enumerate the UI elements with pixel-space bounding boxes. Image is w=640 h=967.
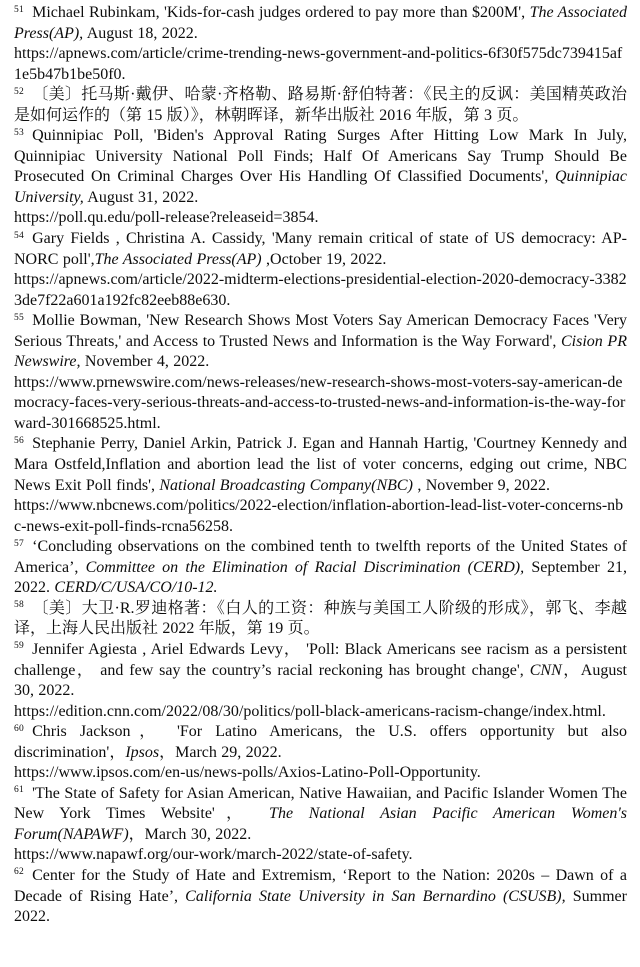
footnote-source-name: CERD/C/USA/CO/10-12.	[54, 579, 218, 597]
footnote-url: https://www.prnewswire.com/news-releases/new-research-shows-most-voters-say-american-democracy-faces-very-serious-threats-and-access-to-trusted-news-and-information-is-the-way-forward-301668525.html.	[14, 373, 626, 432]
footnote-54	[14, 229, 627, 311]
footnote-number: 51	[14, 4, 25, 15]
footnote-62	[14, 866, 627, 928]
footnote-text: Gary Fields , Christina A. Cassidy, 'Many remain critical of state of US democracy: AP-NORC poll',	[14, 230, 627, 268]
footnote-text: September 21, 2022.	[14, 558, 627, 597]
footnote-source-name: The Associated Press(AP)	[94, 250, 262, 268]
footnote-source-name: Committee on the Elimination of Racial Discrimination (CERD),	[85, 558, 525, 576]
footnote-source-name: Quinnipiac University,	[14, 168, 627, 206]
footnote-number: 53	[14, 127, 25, 138]
footnote-number: 54	[14, 230, 25, 241]
footnote-text: Jennifer Agiesta , Ariel Edwards Levy， 'Poll: Black Americans see racism as a persistent challenge， and few say the country’s racial reckoning has brought change',	[14, 640, 627, 679]
footnote-text: ,October 19, 2022.	[261, 250, 387, 268]
footnote-text: ‘Concluding observations on the combined tenth to twelfth reports of the United States of America’,	[14, 538, 627, 576]
footnote-url: https://edition.cnn.com/2022/08/30/politics/poll-black-americans-racism-change/index.html.	[14, 702, 606, 720]
footnote-url: https://www.nbcnews.com/politics/2022-election/inflation-abortion-lead-list-voter-concerns-nbc-news-exit-poll-finds-rcna56258.	[14, 497, 624, 535]
footnote-url: https://apnews.com/article/crime-trending-news-government-and-politics-6f30f575dc739415af1e5b47b1be50f0.	[14, 45, 623, 83]
footnote-number: 62	[14, 867, 25, 878]
footnote-text: Stephanie Perry, Daniel Arkin, Patrick J. Egan and Hannah Hartig, 'Courtney Kennedy and Mara Ostfeld,Inflation and abortion lead the list of voter concerns, edging out crime, NBC News Exit Poll finds',	[14, 435, 627, 494]
footnote-56	[14, 434, 627, 537]
footnote-text: 〔美〕大卫·R.罗迪格著：《白人的工资：种族与美国工人阶级的形成》，郭飞、李越译，上海人民出版社 2022 年版，第 19 页。	[14, 599, 627, 638]
footnote-52	[14, 85, 627, 126]
footnote-58	[14, 599, 627, 640]
footnote-source-name: The Associated Press(AP),	[14, 4, 628, 42]
footnote-url: https://apnews.com/article/2022-midterm-elections-presidential-election-2020-democracy-33823de7f22a601a192fc82eeb88e630.	[14, 271, 627, 309]
footnote-text: August 31, 2022.	[83, 188, 199, 206]
footnote-57	[14, 537, 627, 599]
footnote-number: 61	[14, 785, 25, 796]
footnote-number: 60	[14, 723, 25, 734]
footnote-number: 55	[14, 312, 25, 323]
footnote-list	[14, 3, 627, 928]
footnote-59	[14, 640, 627, 722]
footnote-source-name: California State University in San Bernardino (CSUSB),	[185, 887, 566, 905]
footnote-text: ，August 30, 2022.	[14, 661, 627, 700]
footnote-number: 57	[14, 538, 25, 549]
footnote-51	[14, 3, 627, 85]
footnote-url: https://www.napawf.org/our-work/march-2022/state-of-safety.	[14, 846, 413, 864]
footnote-number: 52	[14, 86, 25, 97]
footnote-text: November 4, 2022.	[80, 353, 210, 371]
footnote-source-name: CNN	[529, 661, 562, 679]
footnote-source-name: Cision PR Newswire,	[14, 332, 627, 371]
footnote-text: Quinnipiac Poll, 'Biden's Approval Rating Surges After Hitting Low Mark In July, Quinnipiac University National Poll Finds; Half Of Americans Say Trump Should Be Prosecuted On Criminal Charges Over His Handling Of Classified Documents',	[14, 127, 627, 186]
footnote-text: , November 9, 2022.	[412, 476, 551, 494]
footnote-text: Mollie Bowman, 'New Research Shows Most Voters Say American Democracy Faces 'Very Serious Threats,' and Access to Trusted News and Information is the Way Forward',	[14, 312, 627, 350]
footnote-number: 56	[14, 435, 25, 446]
footnote-number: 58	[14, 600, 25, 611]
footnote-source-name: National Broadcasting Company(NBC)	[159, 476, 413, 494]
footnote-text: August 18, 2022.	[83, 24, 198, 42]
footnote-source-name: Ipsos	[125, 743, 160, 761]
footnote-text: Summer 2022.	[14, 887, 627, 926]
footnote-text: Michael Rubinkam, 'Kids-for-cash judges ordered to pay more than $200M',	[32, 4, 530, 21]
footnote-url: https://poll.qu.edu/poll-release?releaseid=3854.	[14, 209, 319, 227]
footnote-55	[14, 311, 627, 434]
footnote-53	[14, 126, 627, 229]
footnote-61	[14, 784, 627, 866]
footnote-60	[14, 722, 627, 784]
footnote-text: 〔美〕托马斯·戴伊、哈蒙·齐格勒、路易斯·舒伯特著：《民主的反讽：美国精英政治是如何运作的（第 15 版）》，林朝晖译，新华出版社 2016 年版，第 3 页。	[14, 86, 627, 124]
footnote-source-name: The National Asian Pacific American Women's Forum(NAPAWF)	[14, 805, 627, 843]
footnote-text: Center for the Study of Hate and Extremism, ‘Report to the Nation: 2020s – Dawn of a Decade of Rising Hate’,	[14, 866, 627, 905]
footnote-text: ，March 30, 2022.	[128, 825, 252, 843]
footnote-number: 59	[14, 641, 25, 652]
footnote-text: 'The State of Safety for Asian American, Native Hawaiian, and Pacific Islander Women The New York Times Website'，	[14, 784, 627, 823]
footnote-url: https://www.ipsos.com/en-us/news-polls/Axios-Latino-Poll-Opportunity.	[14, 764, 481, 782]
footnote-text: Chris Jackson， 'For Latino Americans, the U.S. offers opportunity but also discrimination'，	[14, 723, 627, 761]
footnote-text: ，March 29, 2022.	[159, 743, 282, 761]
